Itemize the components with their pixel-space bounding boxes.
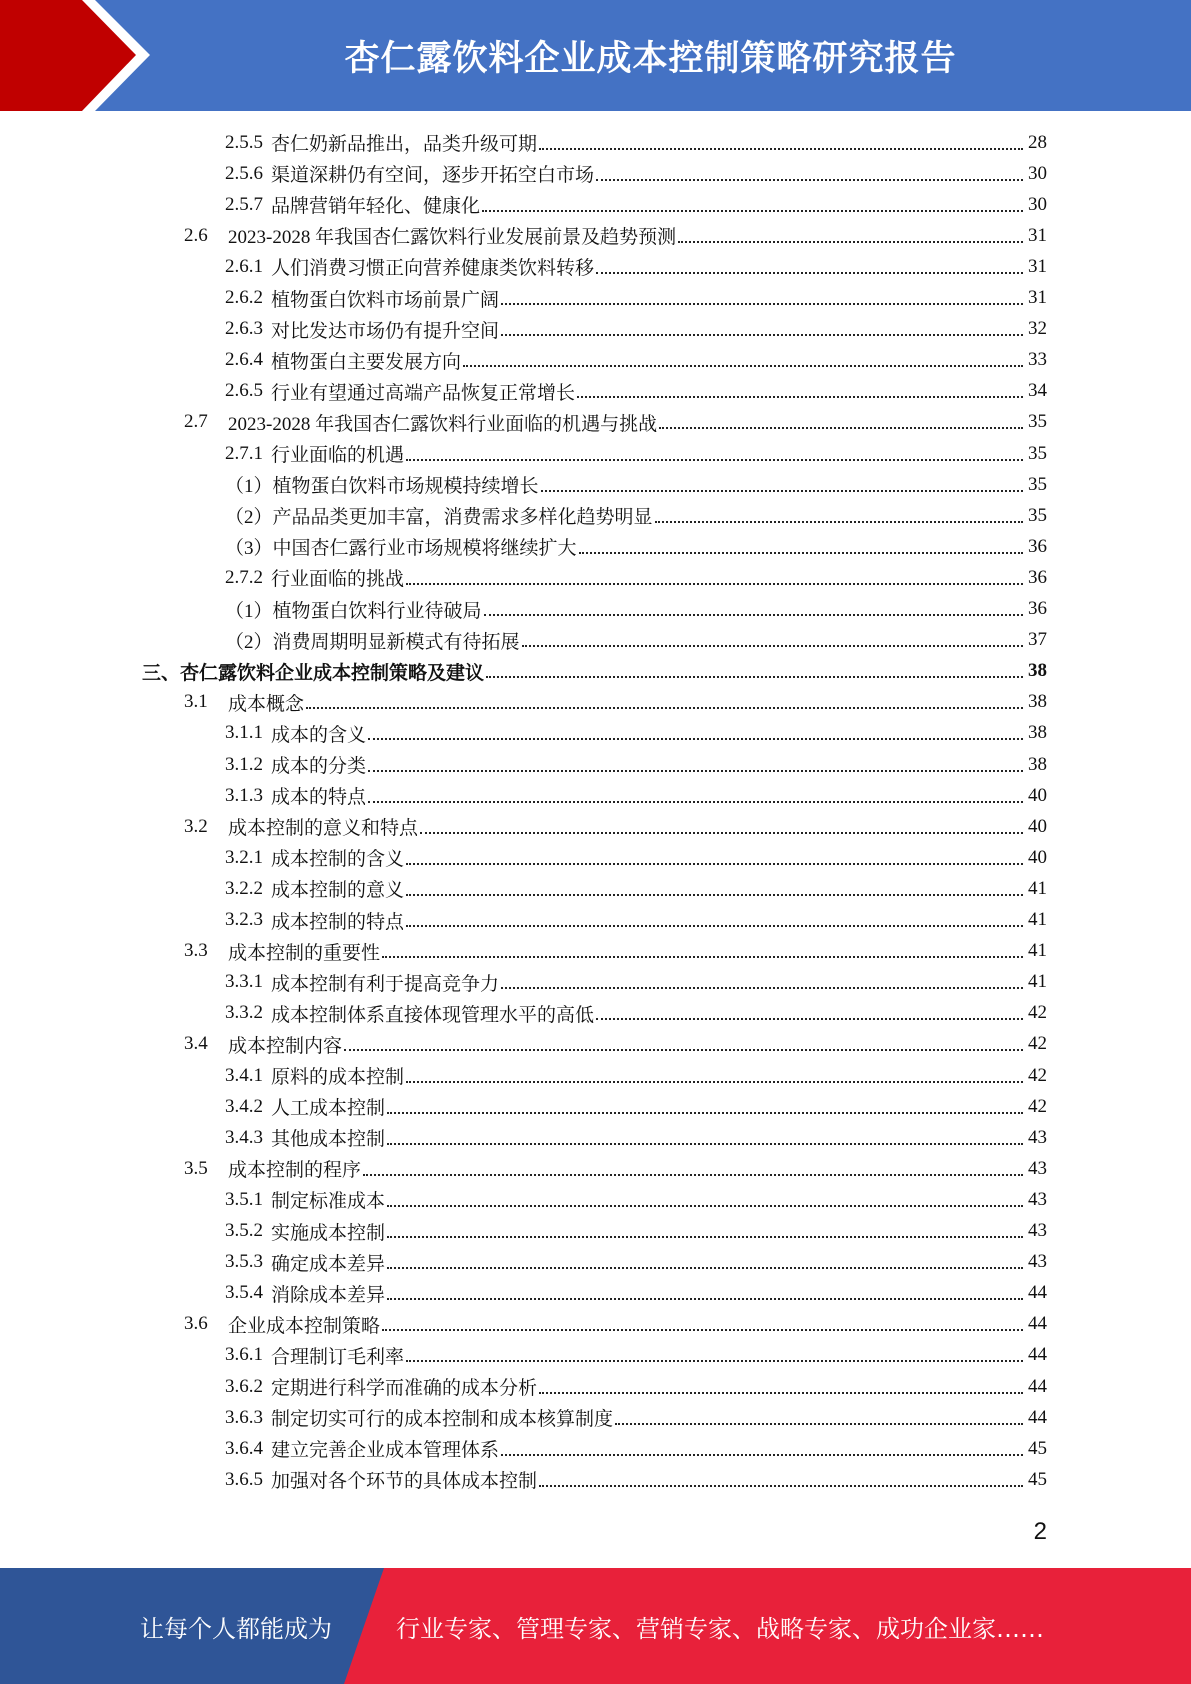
toc-leader-dots xyxy=(501,1454,1023,1456)
toc-entry-number: 3.2 xyxy=(184,815,208,837)
toc-entry-page: 43 xyxy=(1028,1251,1047,1273)
toc-entry-page: 35 xyxy=(1028,442,1047,464)
toc-entry-title: 制定标准成本 xyxy=(271,1191,386,1213)
toc-entry-title: 成本的特点 xyxy=(271,787,367,809)
toc-entry[interactable] xyxy=(225,1464,1047,1495)
toc-entry[interactable] xyxy=(184,407,1047,438)
toc-entry[interactable] xyxy=(225,594,1047,625)
toc-entry-title: 渠道深耕仍有空间，逐步开拓空白市场 xyxy=(271,165,595,187)
toc-entry[interactable] xyxy=(225,1247,1047,1278)
toc-entry-title: 2023-2028 年我国杏仁露饮料行业面临的机遇与挑战 xyxy=(228,413,658,435)
toc-leader-dots xyxy=(363,1174,1023,1176)
toc-entry-title: 行业面临的机遇 xyxy=(271,445,405,466)
toc-entry[interactable] xyxy=(225,314,1047,345)
toc-entry[interactable] xyxy=(225,625,1047,656)
toc-entry[interactable] xyxy=(225,283,1047,314)
toc-entry-page: 35 xyxy=(1028,504,1047,526)
toc-entry-title: 消除成本差异 xyxy=(271,1284,386,1306)
document-title: 杏仁露饮料企业成本控制策略研究报告 xyxy=(344,38,957,79)
toc-entry-title: 其他成本控制 xyxy=(271,1129,386,1151)
toc-leader-dots xyxy=(539,1485,1023,1487)
toc-leader-dots xyxy=(406,583,1023,585)
footer-banner xyxy=(0,1568,1191,1684)
toc-entry-page: 45 xyxy=(1028,1437,1047,1459)
toc-entry[interactable] xyxy=(225,500,1047,531)
toc-entry-page: 44 xyxy=(1028,1282,1047,1304)
toc-entry[interactable] xyxy=(225,1122,1047,1153)
toc-entry[interactable] xyxy=(225,1340,1047,1371)
toc-entry[interactable] xyxy=(225,718,1047,749)
toc-leader-dots xyxy=(406,459,1023,461)
toc-entry[interactable] xyxy=(225,531,1047,562)
toc-entry-page: 40 xyxy=(1028,784,1047,806)
toc-leader-dots xyxy=(541,490,1023,492)
toc-entry-title: 成本的分类 xyxy=(271,756,367,777)
toc-leader-dots xyxy=(539,148,1023,150)
toc-entry-number: （1） xyxy=(225,600,273,622)
toc-entry-title: 对比发达市场仍有提升空间 xyxy=(271,320,500,342)
toc-entry-number: 3.1.1 xyxy=(225,722,263,744)
toc-entry-title: 企业成本控制策略 xyxy=(228,1315,381,1337)
toc-entry-title: 加强对各个环节的具体成本控制 xyxy=(271,1471,538,1493)
toc-leader-dots xyxy=(659,427,1023,429)
toc-entry[interactable] xyxy=(225,873,1047,904)
toc-leader-dots xyxy=(596,1018,1023,1020)
toc-entry-number: 2.6.1 xyxy=(225,255,263,277)
toc-entry-page: 42 xyxy=(1028,1033,1047,1055)
toc-entry[interactable] xyxy=(225,438,1047,469)
toc-entry-title: 2023-2028 年我国杏仁露饮料行业发展前景及趋势预测 xyxy=(228,227,677,249)
toc-entry-number: 2.6.3 xyxy=(225,318,263,340)
toc-leader-dots xyxy=(306,707,1023,709)
toc-entry-page: 42 xyxy=(1028,1095,1047,1117)
toc-entry-title: 行业有望通过高端产品恢复正常增长 xyxy=(271,382,576,404)
toc-entry[interactable] xyxy=(225,1278,1047,1309)
toc-entry-page: 38 xyxy=(1028,722,1047,744)
toc-entry-title: 成本控制体系直接体现管理水平的高低 xyxy=(271,1004,595,1026)
toc-leader-dots xyxy=(382,956,1023,958)
toc-entry[interactable] xyxy=(184,1153,1047,1184)
toc-leader-dots xyxy=(387,1267,1023,1269)
toc-entry-number: 2.5.6 xyxy=(225,162,263,184)
toc-entry[interactable] xyxy=(225,905,1047,936)
toc-entry-page: 41 xyxy=(1028,940,1047,962)
toc-entry-page: 41 xyxy=(1028,909,1047,930)
toc-entry-number: 3.2.1 xyxy=(225,846,263,868)
toc-entry-page: 35 xyxy=(1028,473,1047,495)
toc-entry[interactable] xyxy=(225,189,1047,220)
toc-entry[interactable] xyxy=(225,998,1047,1029)
toc-entry[interactable] xyxy=(225,1060,1047,1091)
toc-entry-page: 43 xyxy=(1028,1188,1047,1210)
toc-entry-page: 44 xyxy=(1028,1344,1047,1366)
toc-entry-title: 成本控制的特点 xyxy=(271,911,405,933)
toc-entry-page: 40 xyxy=(1028,846,1047,868)
toc-entry-title: 植物蛋白饮料市场规模持续增长 xyxy=(272,476,539,498)
toc-entry-page: 38 xyxy=(1028,691,1047,713)
toc-leader-dots xyxy=(579,552,1023,554)
toc-entry[interactable] xyxy=(184,220,1047,251)
toc-entry-page: 31 xyxy=(1028,255,1047,277)
toc-entry-number: 3.2.3 xyxy=(225,909,263,930)
toc-entry-number: 3.5.4 xyxy=(225,1282,263,1304)
toc-leader-dots xyxy=(368,801,1023,803)
toc-entry-title: 植物蛋白饮料行业待破局 xyxy=(272,600,482,622)
toc-entry-number: 3.3.2 xyxy=(225,1002,263,1024)
toc-leader-dots xyxy=(501,987,1023,989)
toc-entry[interactable] xyxy=(225,1371,1047,1402)
toc-entry-title: 成本控制的意义 xyxy=(271,880,405,902)
toc-leader-dots xyxy=(406,1081,1023,1083)
toc-entry-page: 31 xyxy=(1028,287,1047,308)
toc-leader-dots xyxy=(678,241,1023,243)
toc-leader-dots xyxy=(406,1360,1023,1362)
toc-entry-page: 33 xyxy=(1028,349,1047,371)
toc-entry-title: 成本控制有利于提高竞争力 xyxy=(271,973,500,995)
toc-entry-number: 3.5 xyxy=(184,1157,208,1179)
toc-entry-title: 杏仁露饮料企业成本控制策略及建议 xyxy=(180,662,485,684)
toc-entry[interactable] xyxy=(225,967,1047,998)
toc-entry[interactable] xyxy=(184,687,1047,718)
toc-entry[interactable] xyxy=(225,158,1047,189)
toc-entry[interactable] xyxy=(225,1433,1047,1464)
footer-slogan-left: 让每个人都能成为 xyxy=(140,1614,332,1643)
toc-entry-number: 2.6.2 xyxy=(225,287,263,308)
toc-leader-dots xyxy=(387,1236,1023,1238)
toc-entry-title: 中国杏仁露行业市场规模将继续扩大 xyxy=(272,538,577,560)
toc-entry[interactable] xyxy=(184,1309,1047,1340)
toc-leader-dots xyxy=(486,676,1023,678)
toc-entry[interactable] xyxy=(225,127,1047,158)
toc-entry-title: 杏仁奶新品推出，品类升级可期 xyxy=(271,134,538,155)
toc-leader-dots xyxy=(501,303,1023,305)
toc-entry-number: 2.6.4 xyxy=(225,349,263,371)
toc-entry-number: 3.1.3 xyxy=(225,784,263,806)
footer-slogan-right: 行业专家、管理专家、营销专家、战略专家、成功企业家…… xyxy=(396,1614,1044,1643)
toc-entry-title: 成本概念 xyxy=(228,693,305,715)
toc-entry-number: 2.6 xyxy=(184,224,208,246)
toc-entry-page: 36 xyxy=(1028,598,1047,619)
toc-entry[interactable] xyxy=(225,1402,1047,1433)
toc-entry-number: 2.7.2 xyxy=(225,566,263,588)
toc-leader-dots xyxy=(420,832,1023,834)
toc-entry-number: （1） xyxy=(225,476,273,498)
toc-entry[interactable] xyxy=(225,842,1047,873)
toc-entry-number: 3.6.3 xyxy=(225,1406,263,1428)
toc-entry-page: 41 xyxy=(1028,971,1047,993)
toc-entry-page: 44 xyxy=(1028,1375,1047,1397)
toc-entry-number: 3.6.2 xyxy=(225,1375,263,1397)
header-banner xyxy=(0,0,1191,111)
toc-entry-title: 成本控制的意义和特点 xyxy=(228,818,419,840)
toc-entry-number: 3.6.5 xyxy=(225,1468,263,1490)
toc-entry-title: 成本的含义 xyxy=(271,724,367,746)
toc-entry-page: 36 xyxy=(1028,535,1047,557)
toc-leader-dots xyxy=(368,770,1023,772)
toc-entry-page: 44 xyxy=(1028,1406,1047,1428)
toc-entry-number: 3.3 xyxy=(184,940,208,962)
toc-entry[interactable] xyxy=(225,1216,1047,1247)
toc-leader-dots xyxy=(368,738,1023,740)
toc-entry-page: 35 xyxy=(1028,411,1047,433)
toc-leader-dots xyxy=(539,1392,1023,1394)
toc-entry-title: 人工成本控制 xyxy=(271,1098,386,1120)
toc-entry-page: 41 xyxy=(1028,877,1047,899)
toc-entry-number: 3.5.1 xyxy=(225,1188,263,1210)
toc-entry-page: 38 xyxy=(1028,660,1047,682)
toc-entry-title: 产品品类更加丰富，消费需求多样化趋势明显 xyxy=(272,507,653,529)
toc-leader-dots xyxy=(615,1423,1023,1425)
toc-entry[interactable] xyxy=(142,656,1047,687)
toc-leader-dots xyxy=(406,925,1023,927)
toc-entry-title: 原料的成本控制 xyxy=(271,1067,405,1088)
toc-entry[interactable] xyxy=(225,251,1047,282)
toc-entry-page: 28 xyxy=(1028,131,1047,153)
toc-entry[interactable] xyxy=(184,811,1047,842)
toc-leader-dots xyxy=(387,1205,1023,1207)
toc-leader-dots xyxy=(501,334,1023,336)
toc-entry-page: 30 xyxy=(1028,193,1047,215)
toc-leader-dots xyxy=(482,210,1023,212)
toc-leader-dots xyxy=(596,272,1023,274)
toc-leader-dots xyxy=(484,614,1023,616)
toc-entry-number: 2.5.5 xyxy=(225,131,263,153)
toc-entry-number: （2） xyxy=(225,507,273,529)
toc-entry-title: 成本控制的重要性 xyxy=(228,942,381,964)
toc-entry[interactable] xyxy=(225,562,1047,593)
toc-entry-number: 3.1 xyxy=(184,691,208,713)
toc-entry-page: 43 xyxy=(1028,1157,1047,1179)
toc-entry-number: 3.1.2 xyxy=(225,753,263,775)
toc-entry-title: 成本控制的含义 xyxy=(271,849,405,871)
toc-entry-number: 三、 xyxy=(142,662,181,684)
toc-leader-dots xyxy=(344,1049,1023,1051)
toc-entry-number: 3.3.1 xyxy=(225,971,263,993)
toc-entry-number: （2） xyxy=(225,631,273,653)
toc-entry-page: 45 xyxy=(1028,1468,1047,1490)
toc-leader-dots xyxy=(463,365,1023,367)
toc-entry-title: 实施成本控制 xyxy=(271,1222,386,1244)
toc-entry-title: 合理制订毛利率 xyxy=(271,1346,405,1368)
toc-entry-number: 3.6 xyxy=(184,1313,208,1335)
toc-leader-dots xyxy=(596,179,1023,181)
toc-entry-number: 3.4 xyxy=(184,1033,208,1055)
toc-leader-dots xyxy=(522,645,1023,647)
toc-entry[interactable] xyxy=(225,376,1047,407)
toc-entry-number: 3.4.1 xyxy=(225,1064,263,1086)
toc-entry-page: 38 xyxy=(1028,753,1047,775)
toc-entry[interactable] xyxy=(225,1184,1047,1215)
toc-entry-number: 3.6.4 xyxy=(225,1437,263,1459)
toc-entry-title: 成本控制的程序 xyxy=(228,1160,362,1182)
toc-entry-page: 43 xyxy=(1028,1126,1047,1148)
toc-entry-page: 37 xyxy=(1028,629,1047,651)
toc-entry-title: 植物蛋白饮料市场前景广阔 xyxy=(271,289,500,311)
toc-entry[interactable] xyxy=(225,780,1047,811)
toc-entry-number: 3.6.1 xyxy=(225,1344,263,1366)
toc-entry[interactable] xyxy=(184,936,1047,967)
toc-leader-dots xyxy=(406,863,1023,865)
toc-entry-page: 44 xyxy=(1028,1313,1047,1335)
toc-entry-page: 30 xyxy=(1028,162,1047,184)
toc-entry[interactable] xyxy=(184,1029,1047,1060)
toc-entry-number: 3.4.3 xyxy=(225,1126,263,1148)
toc-entry-page: 32 xyxy=(1028,318,1047,340)
toc-entry-number: 3.5.3 xyxy=(225,1251,263,1273)
toc-entry-title: 定期进行科学而准确的成本分析 xyxy=(271,1378,538,1399)
page-number: 2 xyxy=(1033,1518,1047,1545)
toc-leader-dots xyxy=(406,894,1023,896)
toc-leader-dots xyxy=(577,396,1023,398)
toc-entry-page: 34 xyxy=(1028,380,1047,402)
toc-entry-title: 行业面临的挑战 xyxy=(271,569,405,591)
toc-entry[interactable] xyxy=(225,1091,1047,1122)
toc-leader-dots xyxy=(655,521,1023,523)
toc-entry[interactable] xyxy=(225,469,1047,500)
toc-entry-title: 植物蛋白主要发展方向 xyxy=(271,351,462,373)
toc-entry-number: 2.5.7 xyxy=(225,193,263,215)
toc-leader-dots xyxy=(387,1143,1023,1145)
toc-entry-page: 43 xyxy=(1028,1220,1047,1241)
toc-entry-number: 3.4.2 xyxy=(225,1095,263,1117)
toc-entry-page: 31 xyxy=(1028,224,1047,246)
toc-leader-dots xyxy=(387,1112,1023,1114)
toc-entry[interactable] xyxy=(225,749,1047,780)
toc-entry-title: 人们消费习惯正向营养健康类饮料转移 xyxy=(271,258,595,280)
toc-entry-number: 3.2.2 xyxy=(225,877,263,899)
toc-leader-dots xyxy=(382,1329,1023,1331)
toc-entry[interactable] xyxy=(225,345,1047,376)
toc-entry-title: 成本控制内容 xyxy=(228,1035,343,1057)
toc-entry-number: （3） xyxy=(225,538,273,560)
toc-entry-page: 36 xyxy=(1028,566,1047,588)
toc-entry-title: 消费周期明显新模式有待拓展 xyxy=(272,631,520,653)
toc-entry-number: 2.7 xyxy=(184,411,208,433)
toc-entry-title: 制定切实可行的成本控制和成本核算制度 xyxy=(271,1409,614,1431)
toc-entry-page: 42 xyxy=(1028,1002,1047,1024)
toc-leader-dots xyxy=(387,1298,1023,1300)
toc-entry-page: 40 xyxy=(1028,815,1047,837)
toc-entry-title: 品牌营销年轻化、健康化 xyxy=(271,196,481,218)
toc-entry-page: 42 xyxy=(1028,1064,1047,1086)
toc-entry-number: 2.7.1 xyxy=(225,442,263,464)
toc-entry-number: 3.5.2 xyxy=(225,1220,263,1241)
toc-entry-title: 确定成本差异 xyxy=(271,1253,386,1275)
toc-entry-title: 建立完善企业成本管理体系 xyxy=(271,1440,500,1462)
arrow-logo-icon xyxy=(0,0,160,111)
toc-entry-number: 2.6.5 xyxy=(225,380,263,402)
